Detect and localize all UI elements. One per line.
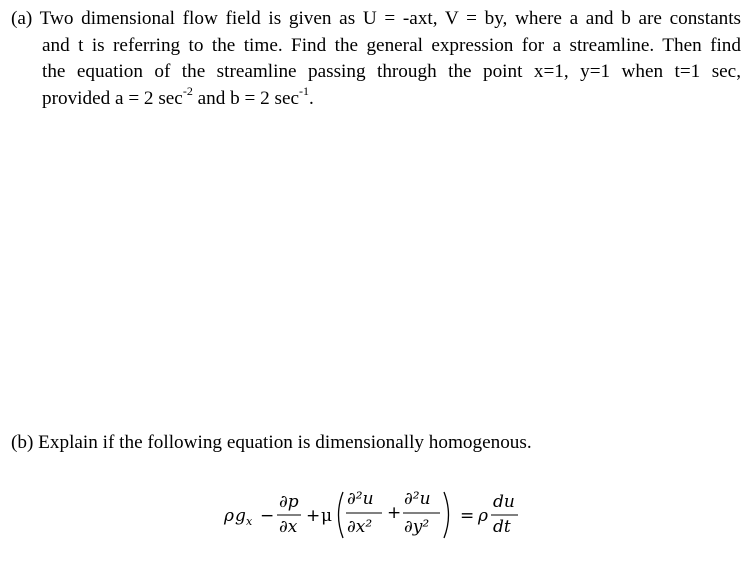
- part-b-text: Explain if the following equation is dimensionally homogenous.: [38, 432, 532, 453]
- eq-dy2-denominator: ∂y²: [404, 517, 430, 537]
- part-a-line-4-mid: and b = 2 sec: [192, 87, 300, 109]
- question-part-a: [11, 6, 741, 112]
- part-b-label: (b): [11, 432, 34, 453]
- eq-g-subscript: x: [246, 515, 253, 528]
- part-a-line-4-pre: provided a = 2 sec: [42, 87, 183, 109]
- part-a-label: (a): [11, 8, 33, 29]
- eq-plus-1: +: [306, 506, 321, 526]
- eq-g: g: [235, 506, 246, 526]
- eq-dx2-denominator: ∂x²: [347, 517, 373, 537]
- part-a-line-2: and t is referring to the time. Find the general expression for a streamline. Then find: [42, 34, 741, 56]
- eq-mu: μ: [321, 506, 333, 526]
- eq-right-paren: [444, 492, 449, 538]
- eq-dx-denominator: ∂x: [279, 517, 298, 537]
- part-a-line-3: the equation of the streamline passing through the point x=1, y=1 when t=1 sec,: [42, 61, 741, 82]
- exponent-b: -1: [299, 84, 310, 99]
- eq-dt-denominator: dt: [493, 517, 511, 537]
- part-a-line-4-post: .: [309, 87, 314, 109]
- navier-stokes-equation: [222, 480, 532, 550]
- equation-svg: [222, 480, 532, 550]
- eq-rho: ρ: [224, 506, 234, 526]
- eq-du-numerator: du: [493, 492, 515, 512]
- part-a-text-line-1: Two dimensional flow field is given as U = -axt, V = by, where a and b are constants: [39, 8, 741, 29]
- part-a-line-1: [11, 6, 741, 33]
- eq-minus: −: [260, 506, 275, 526]
- part-a-line-4: [11, 86, 741, 113]
- eq-left-paren: [339, 492, 344, 538]
- exponent-a: -2: [182, 84, 193, 99]
- eq-d2u-numerator-2: ∂²u: [404, 489, 431, 509]
- eq-dp-numerator: ∂p: [279, 492, 299, 512]
- eq-d2u-numerator-1: ∂²u: [347, 489, 374, 509]
- eq-equals: =: [460, 506, 475, 526]
- eq-plus-2: +: [387, 503, 402, 523]
- eq-rho-rhs: ρ: [478, 506, 488, 526]
- question-part-b: [11, 430, 532, 456]
